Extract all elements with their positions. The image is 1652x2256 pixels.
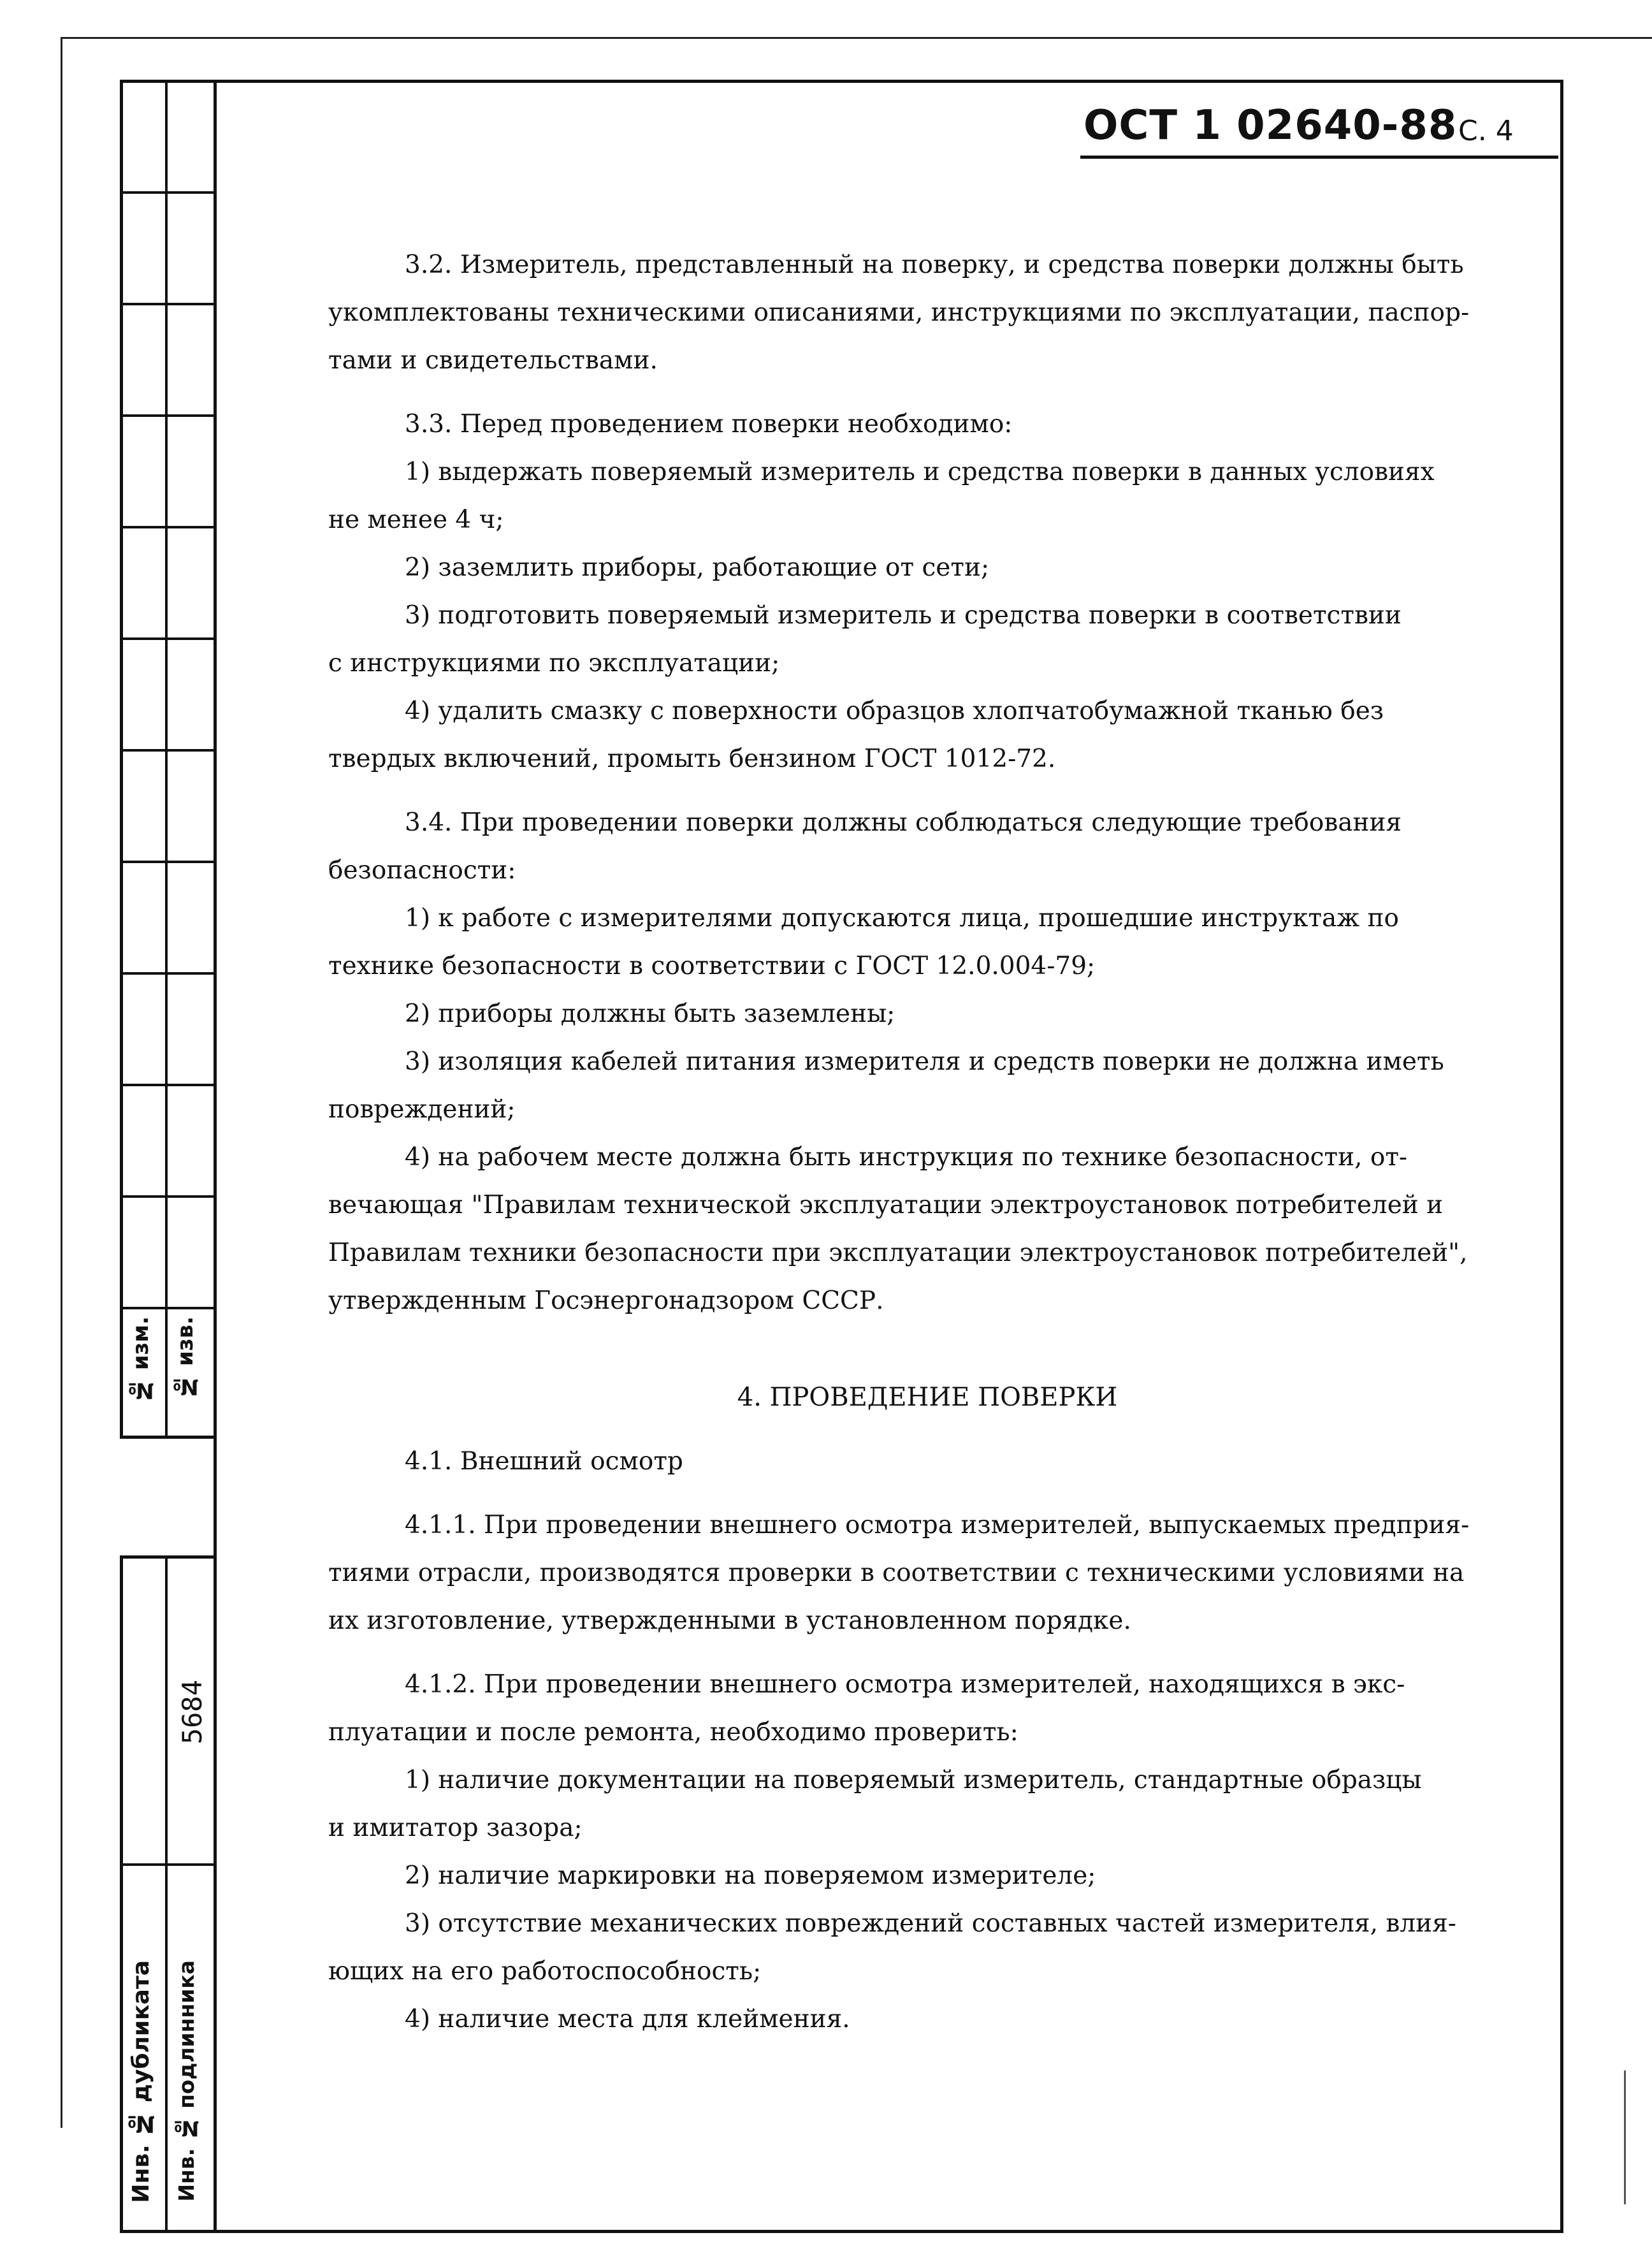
section-heading: 4. ПРОВЕДЕНИЕ ПОВЕРКИ [737,1383,1118,1412]
paragraph-line: 3) подготовить поверяемый измеритель и средства поверки в соответствии [405,601,1402,630]
paragraph-line: укомплектованы техническими описаниями, инструкциями по эксплуатации, паспор- [328,298,1470,327]
stamp-row-line [123,191,214,194]
paragraph-line: Правилам техники безопасности при эксплуатации электроустановок потребителей", [328,1239,1468,1267]
stamp-column-divider [165,1559,168,2230]
paragraph-line: их изготовление, утвержденными в установленном порядке. [328,1606,1131,1635]
paragraph-line: 1) к работе с измерителями допускаются лица, прошедшие инструктаж по [405,904,1400,933]
page-border-bottom [214,2230,1563,2233]
paragraph-line: 3) отсутствие механических повреждений составных частей измерителя, влия- [405,1909,1456,1938]
stamp-row-line [123,414,214,417]
stamp-strip-bottom [120,1555,217,2233]
paragraph-line: и имитатор зазора; [328,1814,583,1842]
paragraph-line: 2) приборы должны быть заземлены; [405,1000,895,1028]
paragraph-line: 3.2. Измеритель, представленный на поверку, и средства поверки должны быть [405,251,1464,279]
stamp-column-divider [165,83,168,1436]
stamp-row-line [123,1195,214,1198]
stamp-row-line [123,637,214,640]
paragraph-line: тами и свидетельствами. [328,346,658,375]
stamp-row-line [123,972,214,975]
paragraph-line: утвержденным Госэнергонадзором СССР. [328,1286,884,1315]
stamp-row-line [123,526,214,528]
paragraph-line: тиями отрасли, производятся проверки в соответствии с техническими условиями на [328,1559,1465,1587]
stamp-row-line [123,1084,214,1086]
scan-frame-top [61,37,1652,39]
paragraph-line: с инструкциями по эксплуатации; [328,649,780,678]
paragraph-line: безопасности: [328,856,516,885]
header-rule [1080,156,1558,159]
paragraph-line: плуатации и после ремонта, необходимо проверить: [328,1718,1018,1747]
paragraph-line: 4.1.2. При проведении внешнего осмотра измерителей, находящихся в экс- [405,1670,1405,1699]
paragraph-line: 1) выдержать поверяемый измеритель и средства поверки в данных условиях [405,458,1435,486]
paragraph-line: 4) на рабочем месте должна быть инструкция по технике безопасности, от- [405,1143,1408,1172]
paragraph-line: 3.3. Перед проведением поверки необходимо: [405,410,1013,439]
scan-edge-mark [1624,2070,1626,2204]
subsection-heading: 4.1. Внешний осмотр [405,1447,683,1476]
stamp-row-line [123,303,214,305]
paragraph-line: повреждений; [328,1095,516,1124]
stamp-inv-dubl-label: Инв. № дубликата [128,1960,154,2203]
stamp-izm-label: № изм. [128,1316,154,1404]
stamp-inv-podl-label: Инв. № подлинника [174,1960,199,2202]
paragraph-line: 4) наличие места для клеймения. [405,2005,850,2034]
paragraph-line: 4.1.1. При проведении внешнего осмотра измерителей, выпускаемых предприя- [405,1511,1470,1539]
paragraph-line: 4) удалить смазку с поверхности образцов хлопчатобумажной тканью без [405,697,1384,725]
stamp-row-line [123,1307,214,1309]
paragraph-line: технике безопасности в соответствии с ГОСТ 12.0.004-79; [328,952,1096,980]
scan-frame-left [61,37,62,2128]
paragraph-line: 1) наличие документации на поверяемый измеритель, стандартные образцы [405,1766,1422,1794]
paragraph-line: твердых включений, промыть бензином ГОСТ 1012-72. [328,745,1056,773]
paragraph-line: ющих на его работоспособность; [328,1957,762,1986]
paragraph-line: 2) наличие маркировки на поверяемом измерителе; [405,1861,1096,1890]
paragraph-line: 2) заземлить приборы, работающие от сети; [405,553,990,582]
stamp-strip-top [120,80,217,1439]
stamp-row-line [123,749,214,752]
paragraph-line: 3) изоляция кабелей питания измерителя и средств поверки не должна иметь [405,1047,1444,1076]
stamp-izv-label: № изв. [173,1316,198,1399]
paragraph-line: 3.4. При проведении поверки должны соблюдаться следующие требования [405,808,1402,837]
stamp-row-line [123,861,214,863]
page-number: С. 4 [1458,115,1514,147]
paragraph-line: вечающая "Правилам технической эксплуатации электроустановок потребителей и [328,1191,1444,1219]
stamp-inv-number: 5684 [177,1680,208,1745]
stamp-row-line [123,1863,214,1866]
document-number: ОСТ 1 02640-88 [1083,102,1458,149]
paragraph-line: не менее 4 ч; [328,506,504,534]
